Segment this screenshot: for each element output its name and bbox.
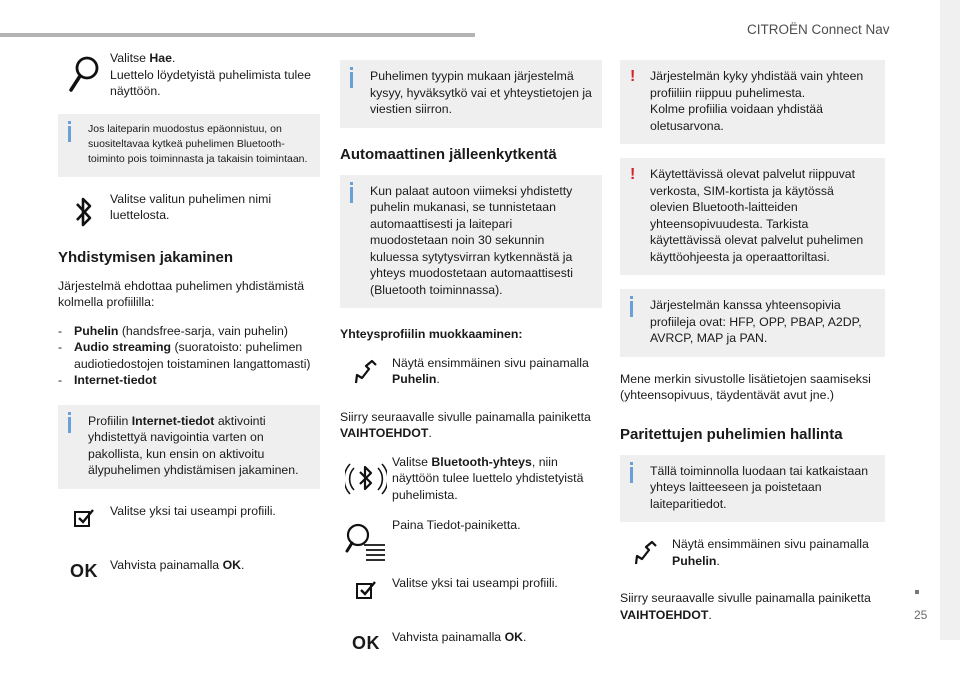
internet-info-note: Profiilin Internet-tiedot aktivointi yhdistettyä navigointia varten on pakollista, kun ensin on aktivoitu älypuhelimen yhdistämisen jakaminen. bbox=[58, 405, 320, 489]
step-details: Paina Tiedot-painiketta. bbox=[340, 517, 602, 561]
pairing-info-note: Jos laiteparin muodostus epäonnistuu, on suositeltavaa kytkeä puhelimen Bluetooth-toiminto pois toiminnasta ja takaisin toimintaan. bbox=[58, 114, 320, 177]
warning-icon: ! bbox=[630, 68, 636, 85]
info-icon bbox=[630, 467, 633, 483]
step-select-profiles-2: Valitse yksi tai useampi profiili. bbox=[340, 575, 602, 615]
list-item: - Audio streaming (suoratoisto: puhelimen audiotiedostojen toistaminen langattomasti) bbox=[58, 339, 320, 372]
info-icon bbox=[350, 187, 353, 203]
step-confirm: OK Vahvista painamalla OK. bbox=[58, 557, 320, 597]
step-search-text: Valitse Hae. Luettelo löydetyistä puhelimista tulee näyttöön. bbox=[110, 51, 311, 98]
step-select-profiles: Valitse yksi tai useampi profiili. bbox=[58, 503, 320, 543]
info-icon bbox=[350, 72, 353, 88]
heading-manage-paired: Paritettujen puhelimien hallinta bbox=[620, 425, 843, 443]
details-search-icon bbox=[340, 517, 392, 561]
header-rule bbox=[0, 33, 475, 37]
bluetooth-icon bbox=[58, 191, 110, 229]
heading-connection-sharing: Yhdistymisen jakaminen bbox=[58, 248, 234, 266]
edit-profile-subheading: Yhteysprofiilin muokkaaminen: bbox=[340, 327, 523, 341]
list-item: - Puhelin (handsfree-sarja, vain puhelin) bbox=[58, 323, 320, 340]
column-3 bbox=[620, 60, 885, 635]
step-search bbox=[58, 50, 320, 100]
step-confirm-2: OK Vahvista painamalla OK. bbox=[340, 629, 602, 669]
page-edge-strip bbox=[940, 0, 960, 640]
step-home-3: Näytä ensimmäinen sivu painamalla Puhelin. bbox=[620, 536, 885, 576]
bluetooth-signal-icon bbox=[340, 454, 392, 500]
step-select-phone: Valitse valitun puhelimen nimi luettelosta. bbox=[58, 191, 320, 231]
info-icon bbox=[68, 417, 71, 433]
step-bluetooth-connection: Valitse Bluetooth-yhteys, niin näyttöön tulee luettelo yhdistetyistä puhelimista. bbox=[340, 454, 602, 504]
auto-reconnect-note: Kun palaat autoon viimeksi yhdistetty puhelin mukanasi, se tunnistetaan automaattisesti ja laitepari muodostetaan noin 30 sekunnin kuluessa sytytysvirran kytkennästä ja yhteys muodostetaan automaattisesti (Bluetooth toiminnassa). bbox=[340, 175, 602, 309]
more-info-text: Mene merkin sivustolle lisätietojen saamiseksi (yhteensopivuus, täydentävät avut jne.) bbox=[620, 371, 871, 402]
profile-list bbox=[58, 323, 320, 389]
info-icon bbox=[68, 126, 71, 142]
column-1 bbox=[58, 50, 320, 611]
phone-handset-icon bbox=[620, 536, 672, 566]
warning-icon: ! bbox=[630, 166, 636, 183]
phone-type-note: Puhelimen tyypin mukaan järjestelmä kysyy, hyväksytkö vai et yhteystietojen ja viestien siirron. bbox=[340, 60, 602, 128]
page-number: 25 bbox=[914, 608, 928, 622]
phone-handset-icon bbox=[340, 355, 392, 385]
services-warning: ! Käytettävissä olevat palvelut riippuvat verkosta, SIM-kortista ja käytössä olevien Bluetooth-laitteiden yhteensopivuudesta. Tarkista käytettävissä olevat palvelut puhelimen käyttöohjeesta ja operaattoriltasi. bbox=[620, 158, 885, 275]
checkbox-icon bbox=[58, 503, 110, 529]
one-profile-warning: ! Järjestelmän kyky yhdistää vain yhteen profiiliin riippuu puhelimesta. Kolme profiilia voidaan yhdistää oletusarvona. bbox=[620, 60, 885, 144]
list-item: - Internet-tiedot bbox=[58, 372, 320, 389]
ok-icon: OK bbox=[70, 560, 98, 581]
heading-auto-reconnect: Automaattinen jälleenkytkentä bbox=[340, 145, 557, 163]
column-2 bbox=[340, 60, 602, 683]
info-icon bbox=[630, 301, 633, 317]
ok-icon: OK bbox=[352, 633, 380, 653]
page-header-title: CITROËN Connect Nav bbox=[747, 22, 890, 37]
page-marker bbox=[915, 590, 919, 594]
manage-note: Tällä toiminnolla luodaan tai katkaistaan yhteys laitteeseen ja poistetaan laiteparitiedot. bbox=[620, 455, 885, 523]
search-icon bbox=[58, 50, 110, 94]
sharing-intro: Järjestelmä ehdottaa puhelimen yhdistämistä kolmella profiililla: bbox=[58, 278, 305, 309]
options-instruction-3: Siirry seuraavalle sivulle painamalla painiketta VAIHTOEHDOT. bbox=[620, 591, 871, 622]
checkbox-icon bbox=[340, 575, 392, 601]
compatible-profiles-note: Järjestelmän kanssa yhteensopivia profiileja ovat: HFP, OPP, PBAP, A2DP, AVRCP, MAP ja PAN. bbox=[620, 289, 885, 357]
step-home: Näytä ensimmäinen sivu painamalla Puhelin. bbox=[340, 355, 602, 395]
options-instruction: Siirry seuraavalle sivulle painamalla painiketta VAIHTOEHDOT. bbox=[340, 409, 591, 440]
